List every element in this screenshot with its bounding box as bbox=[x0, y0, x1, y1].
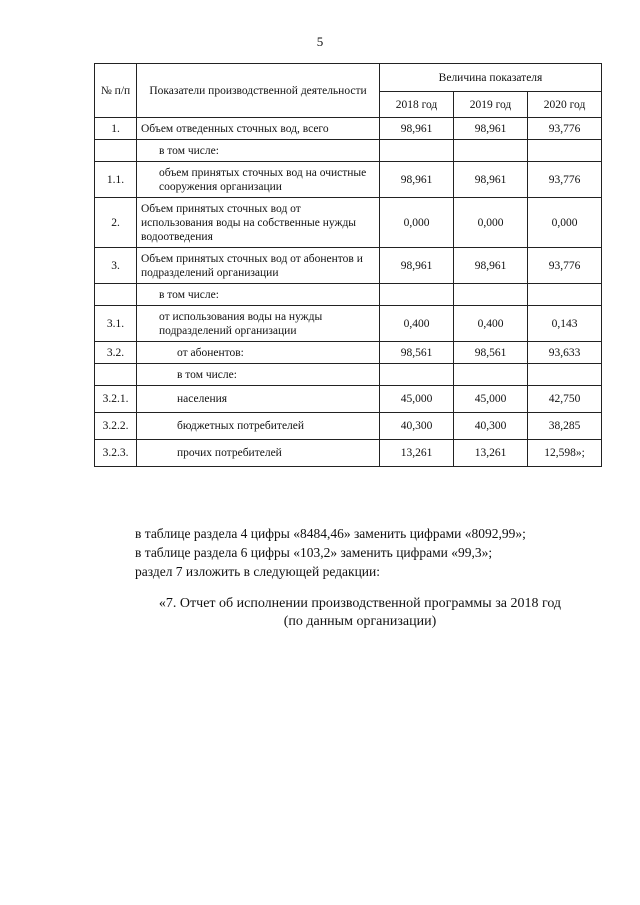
row-value-2018: 0,000 bbox=[380, 198, 454, 248]
row-value-2018 bbox=[380, 364, 454, 386]
row-value-2018: 98,961 bbox=[380, 162, 454, 198]
row-indicator: от абонентов: bbox=[137, 342, 380, 364]
row-value-2019 bbox=[454, 364, 528, 386]
section-heading-title: «7. Отчет об исполнении производственной программы за 2018 год bbox=[158, 596, 562, 611]
row-value-2020: 12,598»; bbox=[528, 440, 602, 467]
row-indicator: Объем принятых сточных вод от абонентов и подразделений организации bbox=[137, 248, 380, 284]
row-indicator: прочих потребителей bbox=[137, 440, 380, 467]
row-indicator: объем принятых сточных вод на очистные сооружения организации bbox=[137, 162, 380, 198]
table-row bbox=[95, 364, 602, 386]
row-indicator: населения bbox=[137, 386, 380, 413]
table-body bbox=[95, 118, 602, 467]
row-value-2019: 98,961 bbox=[454, 118, 528, 140]
table-row bbox=[95, 413, 602, 440]
row-value-2018: 13,261 bbox=[380, 440, 454, 467]
row-value-2018: 0,400 bbox=[380, 306, 454, 342]
row-number: 3.2.1. bbox=[95, 386, 137, 413]
row-number: 3.1. bbox=[95, 306, 137, 342]
row-number bbox=[95, 284, 137, 306]
indicator-table bbox=[94, 63, 602, 467]
table-row bbox=[95, 118, 602, 140]
row-indicator: в том числе: bbox=[137, 284, 380, 306]
row-value-2018: 45,000 bbox=[380, 386, 454, 413]
row-value-2019: 0,400 bbox=[454, 306, 528, 342]
row-value-2020 bbox=[528, 284, 602, 306]
row-value-2019: 98,961 bbox=[454, 248, 528, 284]
row-value-2019: 98,561 bbox=[454, 342, 528, 364]
row-value-2020 bbox=[528, 364, 602, 386]
page-number: 5 bbox=[316, 34, 324, 49]
table-row bbox=[95, 198, 602, 248]
row-value-2018 bbox=[380, 140, 454, 162]
row-value-2019: 98,961 bbox=[454, 162, 528, 198]
row-value-2020: 0,000 bbox=[528, 198, 602, 248]
row-value-2019: 40,300 bbox=[454, 413, 528, 440]
row-indicator: бюджетных потребителей bbox=[137, 413, 380, 440]
row-value-2019: 0,000 bbox=[454, 198, 528, 248]
row-indicator: Объем отведенных сточных вод, всего bbox=[137, 118, 380, 140]
row-value-2019: 45,000 bbox=[454, 386, 528, 413]
row-number: 3.2.3. bbox=[95, 440, 137, 467]
row-value-2020: 93,776 bbox=[528, 162, 602, 198]
row-value-2018: 98,961 bbox=[380, 118, 454, 140]
row-value-2018 bbox=[380, 284, 454, 306]
row-indicator: Объем принятых сточных вод от использования воды на собственные нужды водоотведения bbox=[137, 198, 380, 248]
row-number: 3.2.2. bbox=[95, 413, 137, 440]
paragraph: раздел 7 изложить в следующей редакции: bbox=[135, 564, 381, 579]
section-heading-subtitle: (по данным организации) bbox=[283, 614, 437, 629]
header-value-group: Величина показателя bbox=[380, 64, 602, 92]
row-value-2020: 93,776 bbox=[528, 118, 602, 140]
row-value-2020: 42,750 bbox=[528, 386, 602, 413]
row-number bbox=[95, 140, 137, 162]
header-num: № п/п bbox=[95, 64, 137, 118]
row-value-2019 bbox=[454, 284, 528, 306]
row-value-2020: 93,633 bbox=[528, 342, 602, 364]
row-value-2018: 40,300 bbox=[380, 413, 454, 440]
row-number bbox=[95, 364, 137, 386]
table-row bbox=[95, 440, 602, 467]
row-indicator: в том числе: bbox=[137, 364, 380, 386]
row-number: 3. bbox=[95, 248, 137, 284]
row-value-2020: 0,143 bbox=[528, 306, 602, 342]
table-row bbox=[95, 306, 602, 342]
amendment-text bbox=[135, 524, 605, 581]
table-row bbox=[95, 284, 602, 306]
row-indicator: в том числе: bbox=[137, 140, 380, 162]
row-value-2020 bbox=[528, 140, 602, 162]
header-indicator: Показатели производственной деятельности bbox=[137, 64, 380, 118]
row-value-2020: 38,285 bbox=[528, 413, 602, 440]
row-value-2019: 13,261 bbox=[454, 440, 528, 467]
header-year-2019: 2019 год bbox=[454, 92, 528, 118]
table-row bbox=[95, 342, 602, 364]
row-number: 1.1. bbox=[95, 162, 137, 198]
header-year-2018: 2018 год bbox=[380, 92, 454, 118]
table-row bbox=[95, 386, 602, 413]
row-value-2020: 93,776 bbox=[528, 248, 602, 284]
row-number: 2. bbox=[95, 198, 137, 248]
row-number: 3.2. bbox=[95, 342, 137, 364]
header-year-2020: 2020 год bbox=[528, 92, 602, 118]
table-row bbox=[95, 248, 602, 284]
row-value-2019 bbox=[454, 140, 528, 162]
table-row bbox=[95, 140, 602, 162]
paragraph: в таблице раздела 6 цифры «103,2» заменить цифрами «99,3»; bbox=[135, 545, 493, 560]
paragraph: в таблице раздела 4 цифры «8484,46» заменить цифрами «8092,99»; bbox=[135, 526, 526, 541]
row-value-2018: 98,961 bbox=[380, 248, 454, 284]
table-row bbox=[95, 162, 602, 198]
section-heading bbox=[100, 595, 620, 631]
row-indicator: от использования воды на нужды подразделений организации bbox=[137, 306, 380, 342]
row-value-2018: 98,561 bbox=[380, 342, 454, 364]
row-number: 1. bbox=[95, 118, 137, 140]
